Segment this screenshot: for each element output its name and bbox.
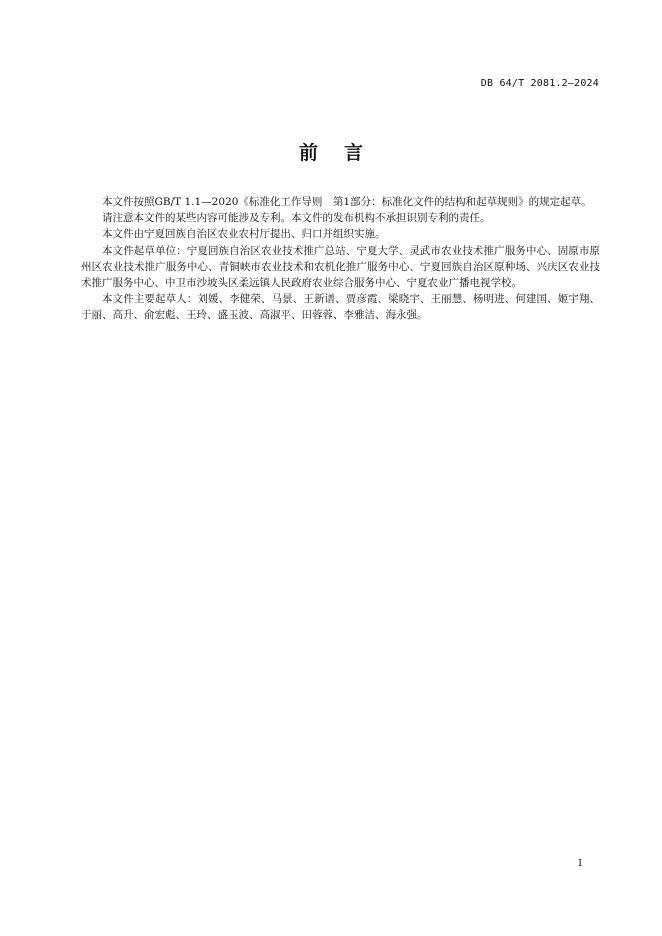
- paragraph-proposer: 本文件由宁夏回族自治区农业农村厅提出、归口并组织实施。: [102, 228, 386, 241]
- page-title: 前言: [298, 142, 389, 164]
- paragraph-drafting-rules: 本文件按照GB/T 1.1—2020《标准化工作导则 第1部分：标准化文件的结构和起草规则》的规定起草。: [102, 196, 592, 208]
- paragraph-main-drafters: 本文件主要起草人：刘媛、李健荣、马景、王新谱、贾彦霞、梁晓宇、王丽慧、杨明进、何建国、姬宇翔、于丽、高升、俞宏彪、王玲、盛玉波、高淑平、田蓉蓉、李雅洁、海永强。: [81, 293, 600, 322]
- document-code: DB 64/T 2081.2—2024: [480, 78, 599, 89]
- paragraph-drafting-units: 本文件起草单位：宁夏回族自治区农业技术推广总站、宁夏大学、灵武市农业技术推广服务中心、固原市原州区农业技术推广服务中心、青铜峡市农业技术和农机化推广服务中心、宁夏回族自治区原种场、兴庆区农业技术推广服务中心、中卫市沙坡头区柔远镇人民政府农业综合服务中心、宁夏农业广播电视学校。: [81, 244, 600, 290]
- foreword-body: [81, 194, 600, 324]
- page-number: I: [578, 858, 582, 869]
- paragraph-patent-notice: 请注意本文件的某些内容可能涉及专利。本文件的发布机构不承担识别专利的责任。: [102, 212, 491, 225]
